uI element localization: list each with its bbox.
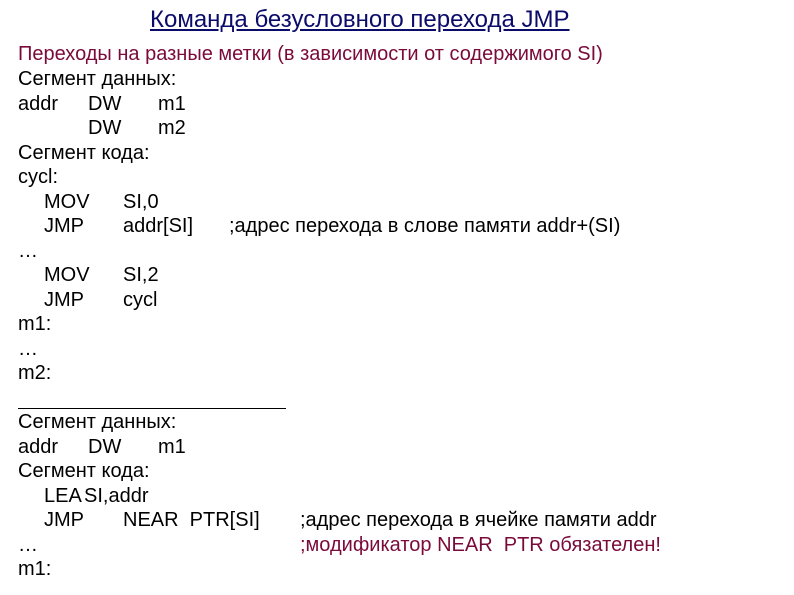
label-addr: addr	[18, 93, 59, 115]
data-segment-heading: Сегмент данных:	[18, 411, 177, 433]
opcode-mov: MOV	[44, 191, 90, 213]
directive-dw: DW	[88, 436, 122, 458]
comment-near-ptr-required: ;модификатор NEAR PTR обязателен!	[300, 534, 661, 556]
label-m2: m2:	[18, 362, 52, 384]
separator-line	[18, 408, 286, 409]
operand-si-2: SI,2	[123, 264, 159, 286]
operand-m1: m1	[158, 436, 186, 458]
comment-addr: ;адрес перехода в ячейке памяти addr	[300, 509, 657, 531]
operand-m2: m2	[158, 117, 186, 139]
operand-near-ptr: NEAR PTR[SI]	[123, 509, 260, 531]
directive-dw: DW	[88, 117, 122, 139]
code-segment-heading: Сегмент кода:	[18, 142, 150, 164]
opcode-jmp: JMP	[44, 509, 84, 531]
ellipsis: …	[18, 240, 38, 262]
operand-addr-si: addr[SI]	[123, 215, 194, 237]
opcode-jmp: JMP	[44, 215, 84, 237]
data-segment-heading: Сегмент данных:	[18, 68, 177, 90]
operand-si-0: SI,0	[123, 191, 159, 213]
ellipsis: …	[18, 534, 38, 556]
opcode-lea: LEA	[44, 485, 82, 507]
subtitle: Переходы на разные метки (в зависимости от содержимого SI)	[18, 43, 603, 65]
comment-addr-si: ;адрес перехода в слове памяти addr+(SI)	[229, 215, 621, 237]
code-segment-heading: Сегмент кода:	[18, 460, 150, 482]
operand-m1: m1	[158, 93, 186, 115]
opcode-mov: MOV	[44, 264, 90, 286]
label-cycl: cycl:	[18, 166, 58, 188]
page-title: Команда безусловного перехода JMP	[150, 6, 570, 33]
operand-si-addr: SI,addr	[84, 485, 149, 507]
label-m1: m1:	[18, 313, 52, 335]
label-m1: m1:	[18, 558, 52, 580]
directive-dw: DW	[88, 93, 122, 115]
operand-cycl: cycl	[123, 289, 158, 311]
label-addr: addr	[18, 436, 59, 458]
opcode-jmp: JMP	[44, 289, 84, 311]
ellipsis: …	[18, 338, 38, 360]
